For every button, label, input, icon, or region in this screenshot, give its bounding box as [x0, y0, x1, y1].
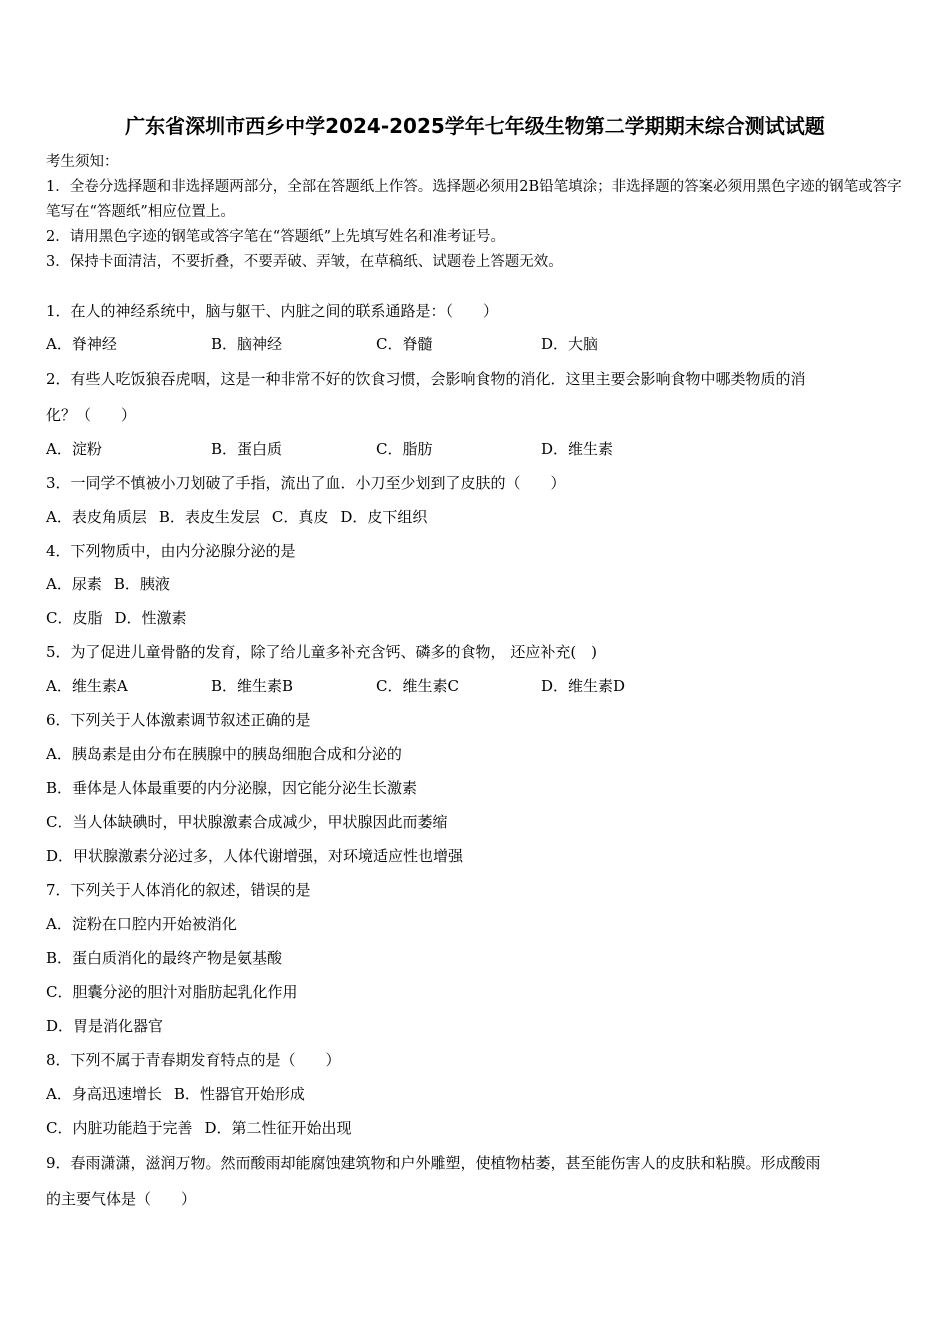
option[interactable]: C．胆囊分泌的胆汁对脂肪起乳化作用: [46, 983, 298, 1001]
option[interactable]: A．身高迅速增长: [46, 1085, 162, 1103]
question-2-stem: 2．有些人吃饭狼吞虎咽，这是一种非常不好的饮食习惯，会影响食物的消化．这里主要会影响食物中哪类物质的消: [46, 370, 806, 388]
option[interactable]: A．尿素: [46, 575, 102, 593]
option[interactable]: C．维生素C: [376, 677, 459, 695]
page-title: 广东省深圳市西乡中学2024-2025学年七年级生物第二学期期末综合测试试题: [125, 114, 825, 138]
option[interactable]: A．脊神经: [46, 335, 117, 353]
option[interactable]: D．皮下组织: [340, 508, 428, 526]
option[interactable]: D．维生素D: [541, 677, 626, 695]
question-7-stem: 7．下列关于人体消化的叙述，错误的是: [46, 881, 311, 899]
option[interactable]: D．大脑: [541, 335, 599, 353]
question-3-stem: 3．一同学不慎被小刀划破了手指，流出了血．小刀至少划到了皮肤的（ ）: [46, 474, 566, 492]
option[interactable]: D．第二性征开始出现: [204, 1119, 352, 1137]
notice-item: 1．全卷分选择题和非选择题两部分，全部在答题纸上作答。选择题必须用2B铅笔填涂；非选择题的答案必须用黑色字迹的钢笔或答字笔写在“答题纸”相应位置上。: [46, 179, 902, 220]
question-4-options-row1: [46, 573, 916, 595]
option[interactable]: B．蛋白质: [211, 440, 283, 458]
option[interactable]: A．胰岛素是由分布在胰腺中的胰岛细胞合成和分泌的: [46, 745, 402, 763]
question-1-stem: 1．在人的神经系统中，脑与躯干、内脏之间的联系通路是：（ ）: [46, 302, 499, 320]
notice-item: 3．保持卡面清洁，不要折叠，不要弄破、弄皱，在草稿纸、试题卷上答题无效。: [46, 254, 563, 270]
notice-section: [46, 150, 916, 275]
question-5-stem: 5．为了促进儿童骨骼的发育，除了给儿童多补充含钙、磷多的食物， 还应补充( ): [46, 643, 598, 661]
option[interactable]: B．性器官开始形成: [173, 1085, 305, 1103]
option[interactable]: B．垂体是人体最重要的内分泌腺，因它能分泌生长激素: [46, 779, 418, 797]
option[interactable]: A．维生素A: [46, 677, 128, 695]
question-6-stem: 6．下列关于人体激素调节叙述正确的是: [46, 711, 311, 729]
option[interactable]: D．甲状腺激素分泌过多，人体代谢增强，对环境适应性也增强: [46, 847, 464, 865]
notice-heading: 考生须知：: [46, 154, 119, 170]
question-4-options-row2: [46, 607, 916, 629]
notice-item: 2．请用黑色字迹的钢笔或答字笔在“答题纸”上先填写姓名和准考证号。: [46, 229, 506, 245]
question-1-options: [46, 333, 916, 355]
question-5-options: [46, 675, 916, 697]
option[interactable]: D．维生素: [541, 440, 614, 458]
option[interactable]: D．胃是消化器官: [46, 1017, 164, 1035]
option[interactable]: B．胰液: [113, 575, 170, 593]
option[interactable]: D．性激素: [114, 609, 187, 627]
option[interactable]: C．脊髓: [376, 335, 433, 353]
question-3-options: [46, 506, 916, 528]
question-8-options-row2: [46, 1117, 916, 1139]
option[interactable]: A．淀粉在口腔内开始被消化: [46, 915, 237, 933]
option[interactable]: C．当人体缺碘时，甲状腺激素合成减少，甲状腺因此而萎缩: [46, 813, 448, 831]
question-9-stem: 9．春雨潇潇，滋润万物。然而酸雨却能腐蚀建筑物和户外雕塑，使植物枯萎，甚至能伤害人的皮肤和粘膜。形成酸雨: [46, 1154, 821, 1172]
option[interactable]: A．表皮角质层: [46, 508, 147, 526]
option[interactable]: B．表皮生发层: [158, 508, 260, 526]
option[interactable]: C．皮脂: [46, 609, 103, 627]
question-2-options: [46, 438, 916, 460]
option[interactable]: C．内脏功能趋于完善: [46, 1119, 193, 1137]
option[interactable]: B．脑神经: [211, 335, 283, 353]
question-8-options-row1: [46, 1083, 916, 1105]
option[interactable]: A．淀粉: [46, 440, 102, 458]
option[interactable]: C．真皮: [271, 508, 329, 526]
question-8-stem: 8．下列不属于青春期发育特点的是（ ）: [46, 1051, 341, 1069]
option[interactable]: C．脂肪: [376, 440, 433, 458]
question-9-stem-cont: 的主要气体是（ ）: [46, 1190, 197, 1208]
option[interactable]: B．维生素B: [211, 677, 294, 695]
question-4-stem: 4．下列物质中，由内分泌腺分泌的是: [46, 542, 296, 560]
option[interactable]: B．蛋白质消化的最终产物是氨基酸: [46, 949, 283, 967]
question-2-stem-cont: 化？（ ）: [46, 406, 137, 424]
